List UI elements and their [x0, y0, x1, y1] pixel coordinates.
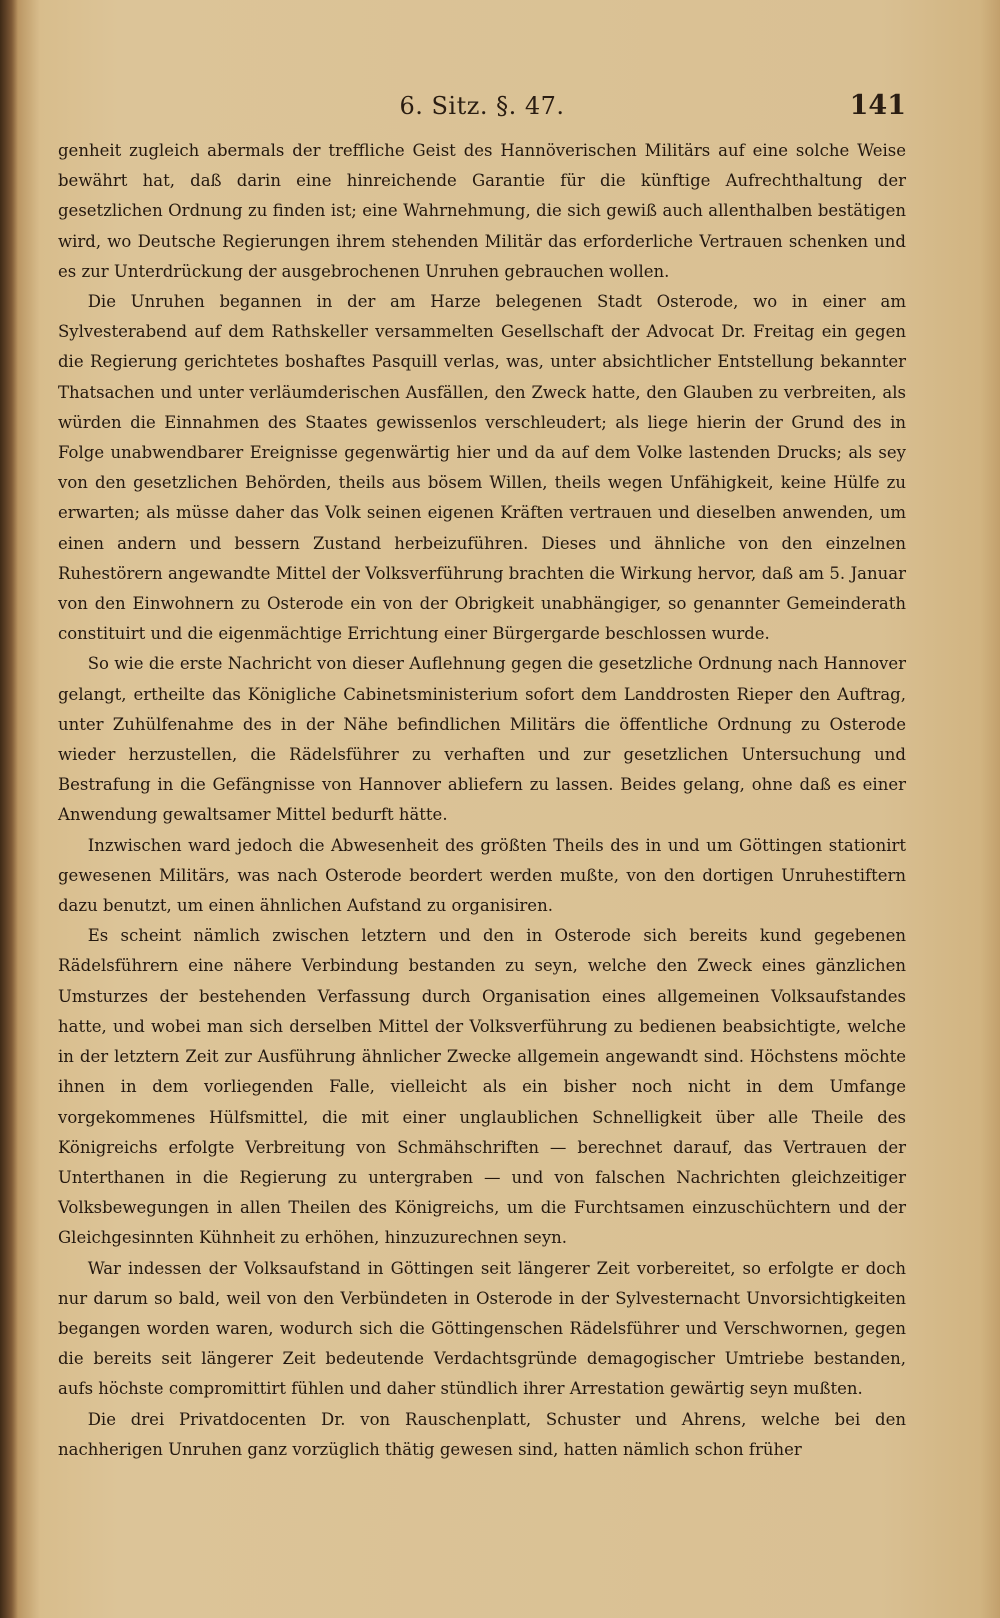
book-spine-shadow	[0, 0, 18, 1618]
paragraph: genheit zugleich abermals der treffliche Geist des Hannöverischen Militärs auf eine solche Weise bewährt hat, daß darin eine hinreichende Garantie für die künftige Aufrechthaltung der gesetzlichen Ordnung zu finden ist; eine Wahrnehmung, die sich gewiß auch allenthalben bestätigen wird, wo Deutsche Regierungen ihrem stehenden Militär das erforderliche Vertrauen schenken und es zur Unterdrückung der ausgebrochenen Unruhen gebrauchen wollen.	[58, 141, 906, 281]
paragraph: Inzwischen ward jedoch die Abwesenheit des größten Theils des in und um Göttingen stationirt gewesenen Militärs, was nach Osterode beordert werden mußte, von den dortigen Unruhestiftern dazu benutzt, um einen ähnlichen Aufstand zu organisiren.	[58, 835, 906, 916]
paragraph: So wie die erste Nachricht von dieser Auflehnung gegen die gesetzliche Ordnung nach Hannover gelangt, ertheilte das Königliche Cabinetsministerium sofort dem Landdrosten Rieper den Auftrag, unter Zuhülfenahme des in der Nähe befindlichen Militärs die öffentliche Ordnung zu Osterode wieder herzustellen, die Rädelsführer zu verhaften und zur gesetzlichen Untersuchung und Bestrafung in die Gefängnisse von Hannover abliefern zu lassen. Beides gelang, ohne daß es einer Anwendung gewaltsamer Mittel bedurft hätte.	[58, 654, 906, 825]
paragraph: War indessen der Volksaufstand in Göttingen seit längerer Zeit vorbereitet, so erfolgte er doch nur darum so bald, weil von den Verbündeten in Osterode in der Sylvesternacht Unvorsichtigkeiten begangen worden waren, wodurch sich die Göttingenschen Rädelsführer und Verschwornen, gegen die bereits seit längerer Zeit bedeutende Verdachtsgründe demagogischer Umtriebe bestanden, aufs höchste compromittirt fühlen und daher stündlich ihrer Arrestation gewärtig seyn mußten.	[58, 1258, 906, 1399]
body-text	[58, 136, 906, 1465]
paragraph: Die Unruhen begannen in der am Harze belegenen Stadt Osterode, wo in einer am Sylvesterabend auf dem Rathskeller versammelten Gesellschaft der Advocat Dr. Freitag ein gegen die Regierung gerichtetes boshaftes Pasquill verlas, was, unter absichtlicher Entstellung bekannter Thatsachen und unter verläumderischen Ausfällen, den Zweck hatte, den Glauben zu verbreiten, als würden die Einnahmen des Staates gewissenlos verschleudert; als liege hierin der Grund des in Folge unabwendbarer Ereignisse gegenwärtig hier und da auf dem Volke lastenden Drucks; als sey von den gesetzlichen Behörden, theils aus bösem Willen, theils wegen Unfähigkeit, keine Hülfe zu erwarten; als müsse daher das Volk seinen eigenen Kräften vertrauen und dieselben anwenden, um einen andern und bessern Zustand herbeizuführen. Dieses und ähnliche von den einzelnen Ruhestörern angewandte Mittel der Volksverführung brachten die Wirkung hervor, daß am 5. Januar von den Einwohnern zu Osterode ein von der Obrigkeit unabhängiger, so genannter Gemeinderath constituirt und die eigenmächtige Errichtung einer Bürgergarde beschlossen wurde.	[58, 292, 906, 644]
page-number: 141	[849, 90, 906, 121]
paragraph: Es scheint nämlich zwischen letztern und den in Osterode sich bereits kund gegebenen Rädelsführern eine nähere Verbindung bestanden zu seyn, welche den Zweck eines gänzlichen Umsturzes der bestehenden Verfassung durch Organisation eines allgemeinen Volksaufstandes hatte, und wobei man sich derselben Mittel der Volksverführung zu bedienen beabsichtigte, welche in der letztern Zeit zur Ausführung ähnlicher Zwecke allgemein angewandt sind. Höchstens möchte ihnen in dem vorliegenden Falle, vielleicht als ein bisher noch nicht in dem Umfange vorgekommenes Hülfsmittel, die mit einer unglaublichen Schnelligkeit über alle Theile des Königreichs erfolgte Verbreitung von Schmähschriften — berechnet darauf, das Vertrauen der Unterthanen in die Regierung zu untergraben — und von falschen Nachrichten gleichzeitiger Volksbewegungen in allen Theilen des Königreichs, um die Furchtsamen einzuschüchtern und der Gleichgesinnten Kühnheit zu erhöhen, hinzuzurechnen seyn.	[58, 926, 906, 1248]
paragraph: Die drei Privatdocenten Dr. von Rauschenplatt, Schuster und Ahrens, welche bei den nachherigen Unruhen ganz vorzüglich thätig gewesen sind, hatten nämlich schon früher	[58, 1409, 906, 1459]
running-head: 6. Sitz. §. 47.	[399, 92, 565, 120]
page-header	[58, 92, 906, 128]
